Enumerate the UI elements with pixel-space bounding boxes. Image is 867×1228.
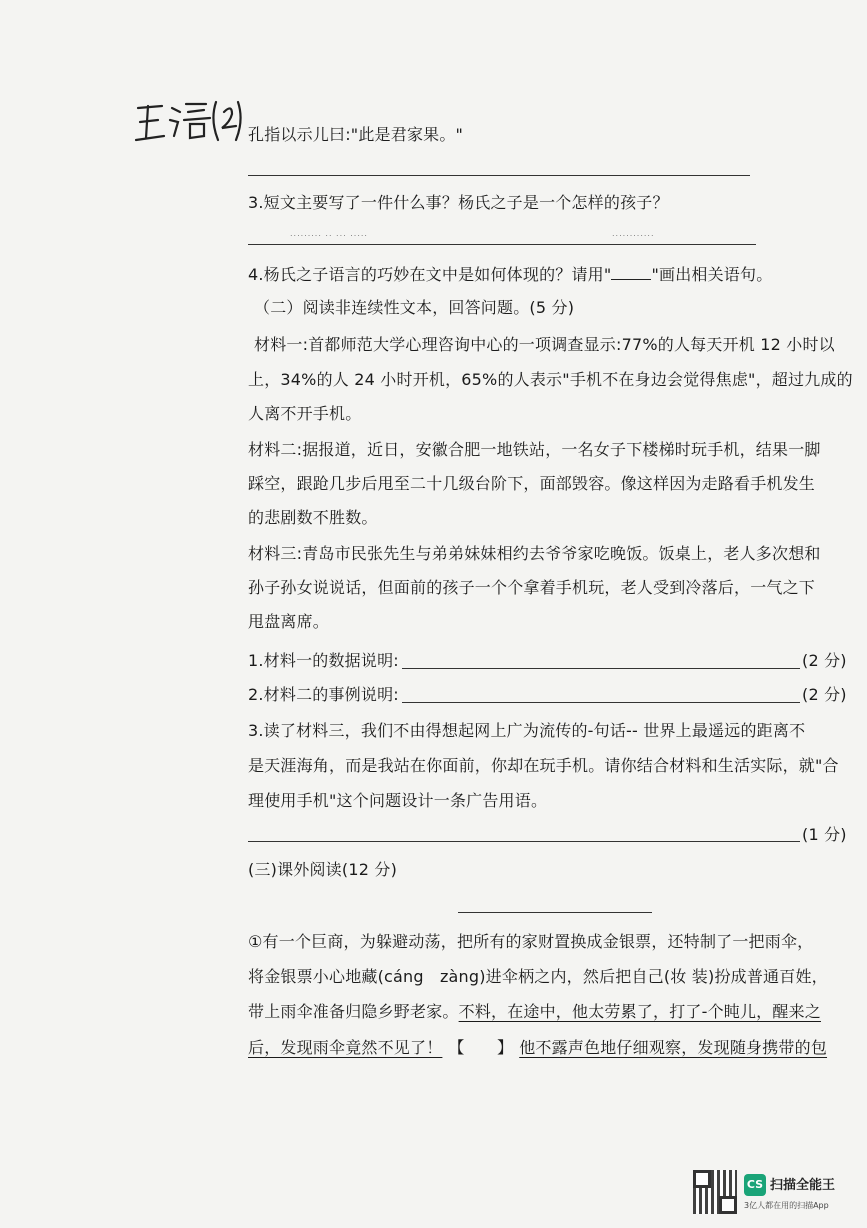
question-a3-line: 3.读了材料三，我们不由得想起网上广为流传的-句话-- 世界上最遥远的距离不 [248, 721, 806, 740]
material-2-line: 踩空，跟跄几步后甩至二十几级台阶下，面部毁容。像这样因为走路看手机发生 [248, 474, 816, 493]
question-a3-line: 是天涯海角，而是我站在你面前，你却在玩手机。请你结合材料和生活实际，就"合 [248, 756, 839, 775]
material-3-line: 材料三:青岛市民张先生与弟弟妹妹相约去爷爷家吃晚饭。饭桌上，老人多次想和 [248, 544, 821, 563]
faint-text-left: ......... .. ... ..... [290, 229, 368, 238]
question-a3-line: 理使用手机"这个问题设计一条广告用语。 [248, 791, 548, 810]
passage-text: 带上雨伞准备归隐乡野老家。 [248, 1002, 459, 1021]
answer-line [248, 841, 800, 842]
bracket-blank: 【 】 [448, 1038, 514, 1057]
passage-line [248, 1038, 827, 1058]
material-1-line: 材料一:首都师范大学心理咨询中心的一项调查显示:77%的人每天开机 12 小时以 [254, 335, 835, 354]
question-4-part2: "画出相关语句。 [651, 265, 773, 284]
camscanner-logo-icon: CS [744, 1174, 766, 1196]
material-3-line: 甩盘离席。 [248, 612, 330, 631]
question-4 [248, 265, 772, 285]
text-line: 孔指以示儿曰:"此是君家果。" [248, 125, 464, 144]
material-1-line: 上，34%的人 24 小时开机，65%的人表示"手机不在身边会觉得焦虑"，超过九成的 [248, 370, 853, 389]
answer-line [402, 702, 800, 703]
answer-line [248, 244, 756, 245]
question-a1: 1.材料一的数据说明: [248, 651, 399, 670]
qr-code-icon [693, 1170, 737, 1214]
underlined-sentence: 不料，在途中，他太劳累了，打了-个盹儿，醒来之 [458, 1002, 821, 1021]
question-3: 3.短文主要写了一件什么事？杨氏之子是一个怎样的孩子？ [248, 193, 669, 212]
section-heading-3: (三)课外阅读(12 分) [248, 860, 398, 879]
material-2-line: 材料二:据报道，近日，安徽合肥一地铁站，一名女子下楼梯时玩手机，结果一脚 [248, 440, 821, 459]
score-a3: (1 分) [802, 825, 847, 844]
question-4-part1: 4.杨氏之子语言的巧妙在文中是如何体现的？请用" [248, 265, 612, 284]
material-1-line: 人离不开手机。 [248, 404, 362, 423]
score-a1: (2 分) [802, 651, 847, 670]
answer-line [402, 668, 800, 669]
score-a2: (2 分) [802, 685, 847, 704]
passage-line: 将金银票小心地藏(cáng zàng)进伞柄之内，然后把自己(妆 装)扮成普通百姓， [248, 967, 828, 986]
handwritten-name [132, 94, 244, 148]
passage-line [248, 1002, 821, 1022]
section-heading-2: （二）阅读非连续性文本，回答问题。(5 分) [254, 298, 575, 317]
underlined-sentence: 后，发现雨伞竟然不见了！ [248, 1038, 443, 1057]
underline-blank [611, 265, 651, 280]
camscanner-tagline: 3亿人都在用的扫描App [744, 1201, 829, 1210]
material-2-line: 的悲剧数不胜数。 [248, 508, 378, 527]
material-3-line: 孙子孙女说说话，但面前的孩子一个个拿着手机玩，老人受到冷落后，一气之下 [248, 578, 816, 597]
title-blank-line [458, 912, 652, 913]
underlined-sentence: 他不露声色地仔细观察，发现随身携带的包 [519, 1038, 828, 1057]
passage-line: ①有一个巨商，为躲避动荡，把所有的家财置换成金银票，还特制了一把雨伞， [248, 932, 814, 951]
question-a2: 2.材料二的事例说明: [248, 685, 399, 704]
faint-text-right: ............ [612, 229, 655, 238]
camscanner-name: 扫描全能王 [770, 1178, 836, 1193]
answer-line [248, 175, 750, 176]
